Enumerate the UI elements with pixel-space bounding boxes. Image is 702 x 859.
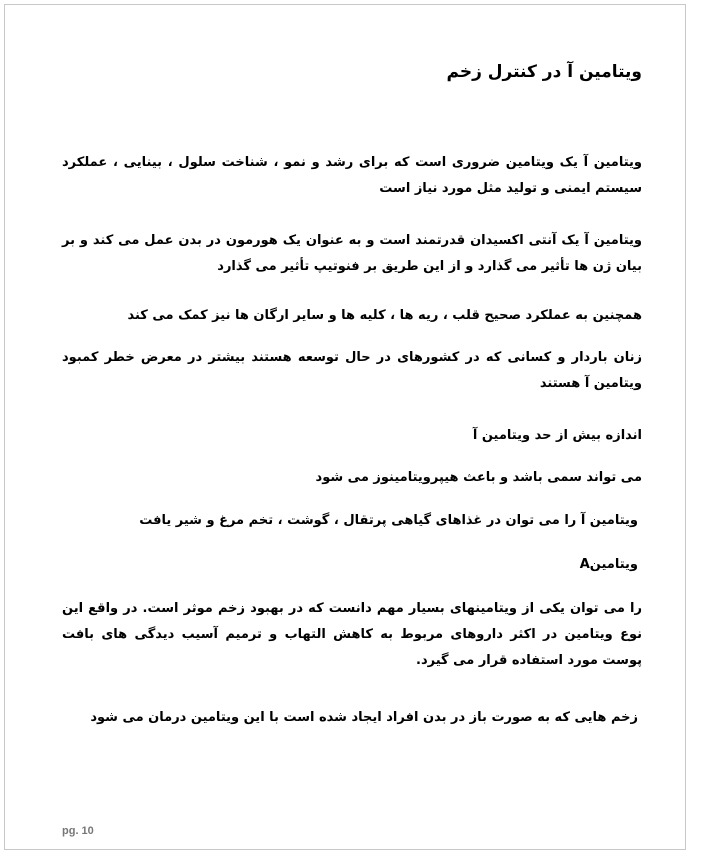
paragraph-intro: ویتامین آ یک ویتامین ضروری است که برای رشد و نمو ، شناخت سلول ، بینایی ، عملکرد سیستم ایمنی و تولید مثل مورد نیاز است — [62, 155, 642, 196]
paragraph-wound-healing: را می توان یکی از ویتامینهای بسیار مهم دانست که در بهبود زخم موثر است. در واقع این نوع ویتامین در اکثر داروهای مربوط به کاهش التهاب و ترمیم آسیب دیدگی های بافت پوست مورد استفاده قرار می گیرد. — [62, 601, 642, 668]
paragraph-sources: ویتامین آ را می توان در غذاهای گیاهی پرتقال ، گوشت ، تخم مرغ و شیر یافت — [139, 513, 638, 528]
page-number: pg. 10 — [62, 825, 94, 837]
paragraph-overdose: اندازه بیش از حد ویتامین آ — [472, 428, 642, 443]
paragraph-antioxidant: ویتامین آ یک آنتی اکسیدان قدرتمند است و به عنوان یک هورمون در بدن عمل می کند و بر بیان ژن ها تأثیر می گذارد و از این طریق بر فنوتیپ تأثیر می گذارد — [62, 233, 642, 274]
paragraph-open-wounds: زخم هایی که به صورت باز در بدن افراد ایجاد شده است با این ویتامین درمان می شود — [90, 710, 638, 725]
paragraph-organs: همچنین به عملکرد صحیح قلب ، ریه ها ، کلیه ها و سایر ارگان ها نیز کمک می کند — [127, 308, 642, 323]
paragraph-risk-groups: زنان باردار و کسانی که در کشورهای در حال توسعه هستند بیشتر در معرض خطر کمبود ویتامین آ هستند — [62, 350, 642, 391]
document-title: ویتامین آ در کنترل زخم — [446, 62, 642, 82]
paragraph-vitamin-a-label: ویتامینA — [579, 557, 638, 572]
paragraph-toxicity: می تواند سمی باشد و باعث هیپرویتامینوز می شود — [315, 470, 642, 485]
